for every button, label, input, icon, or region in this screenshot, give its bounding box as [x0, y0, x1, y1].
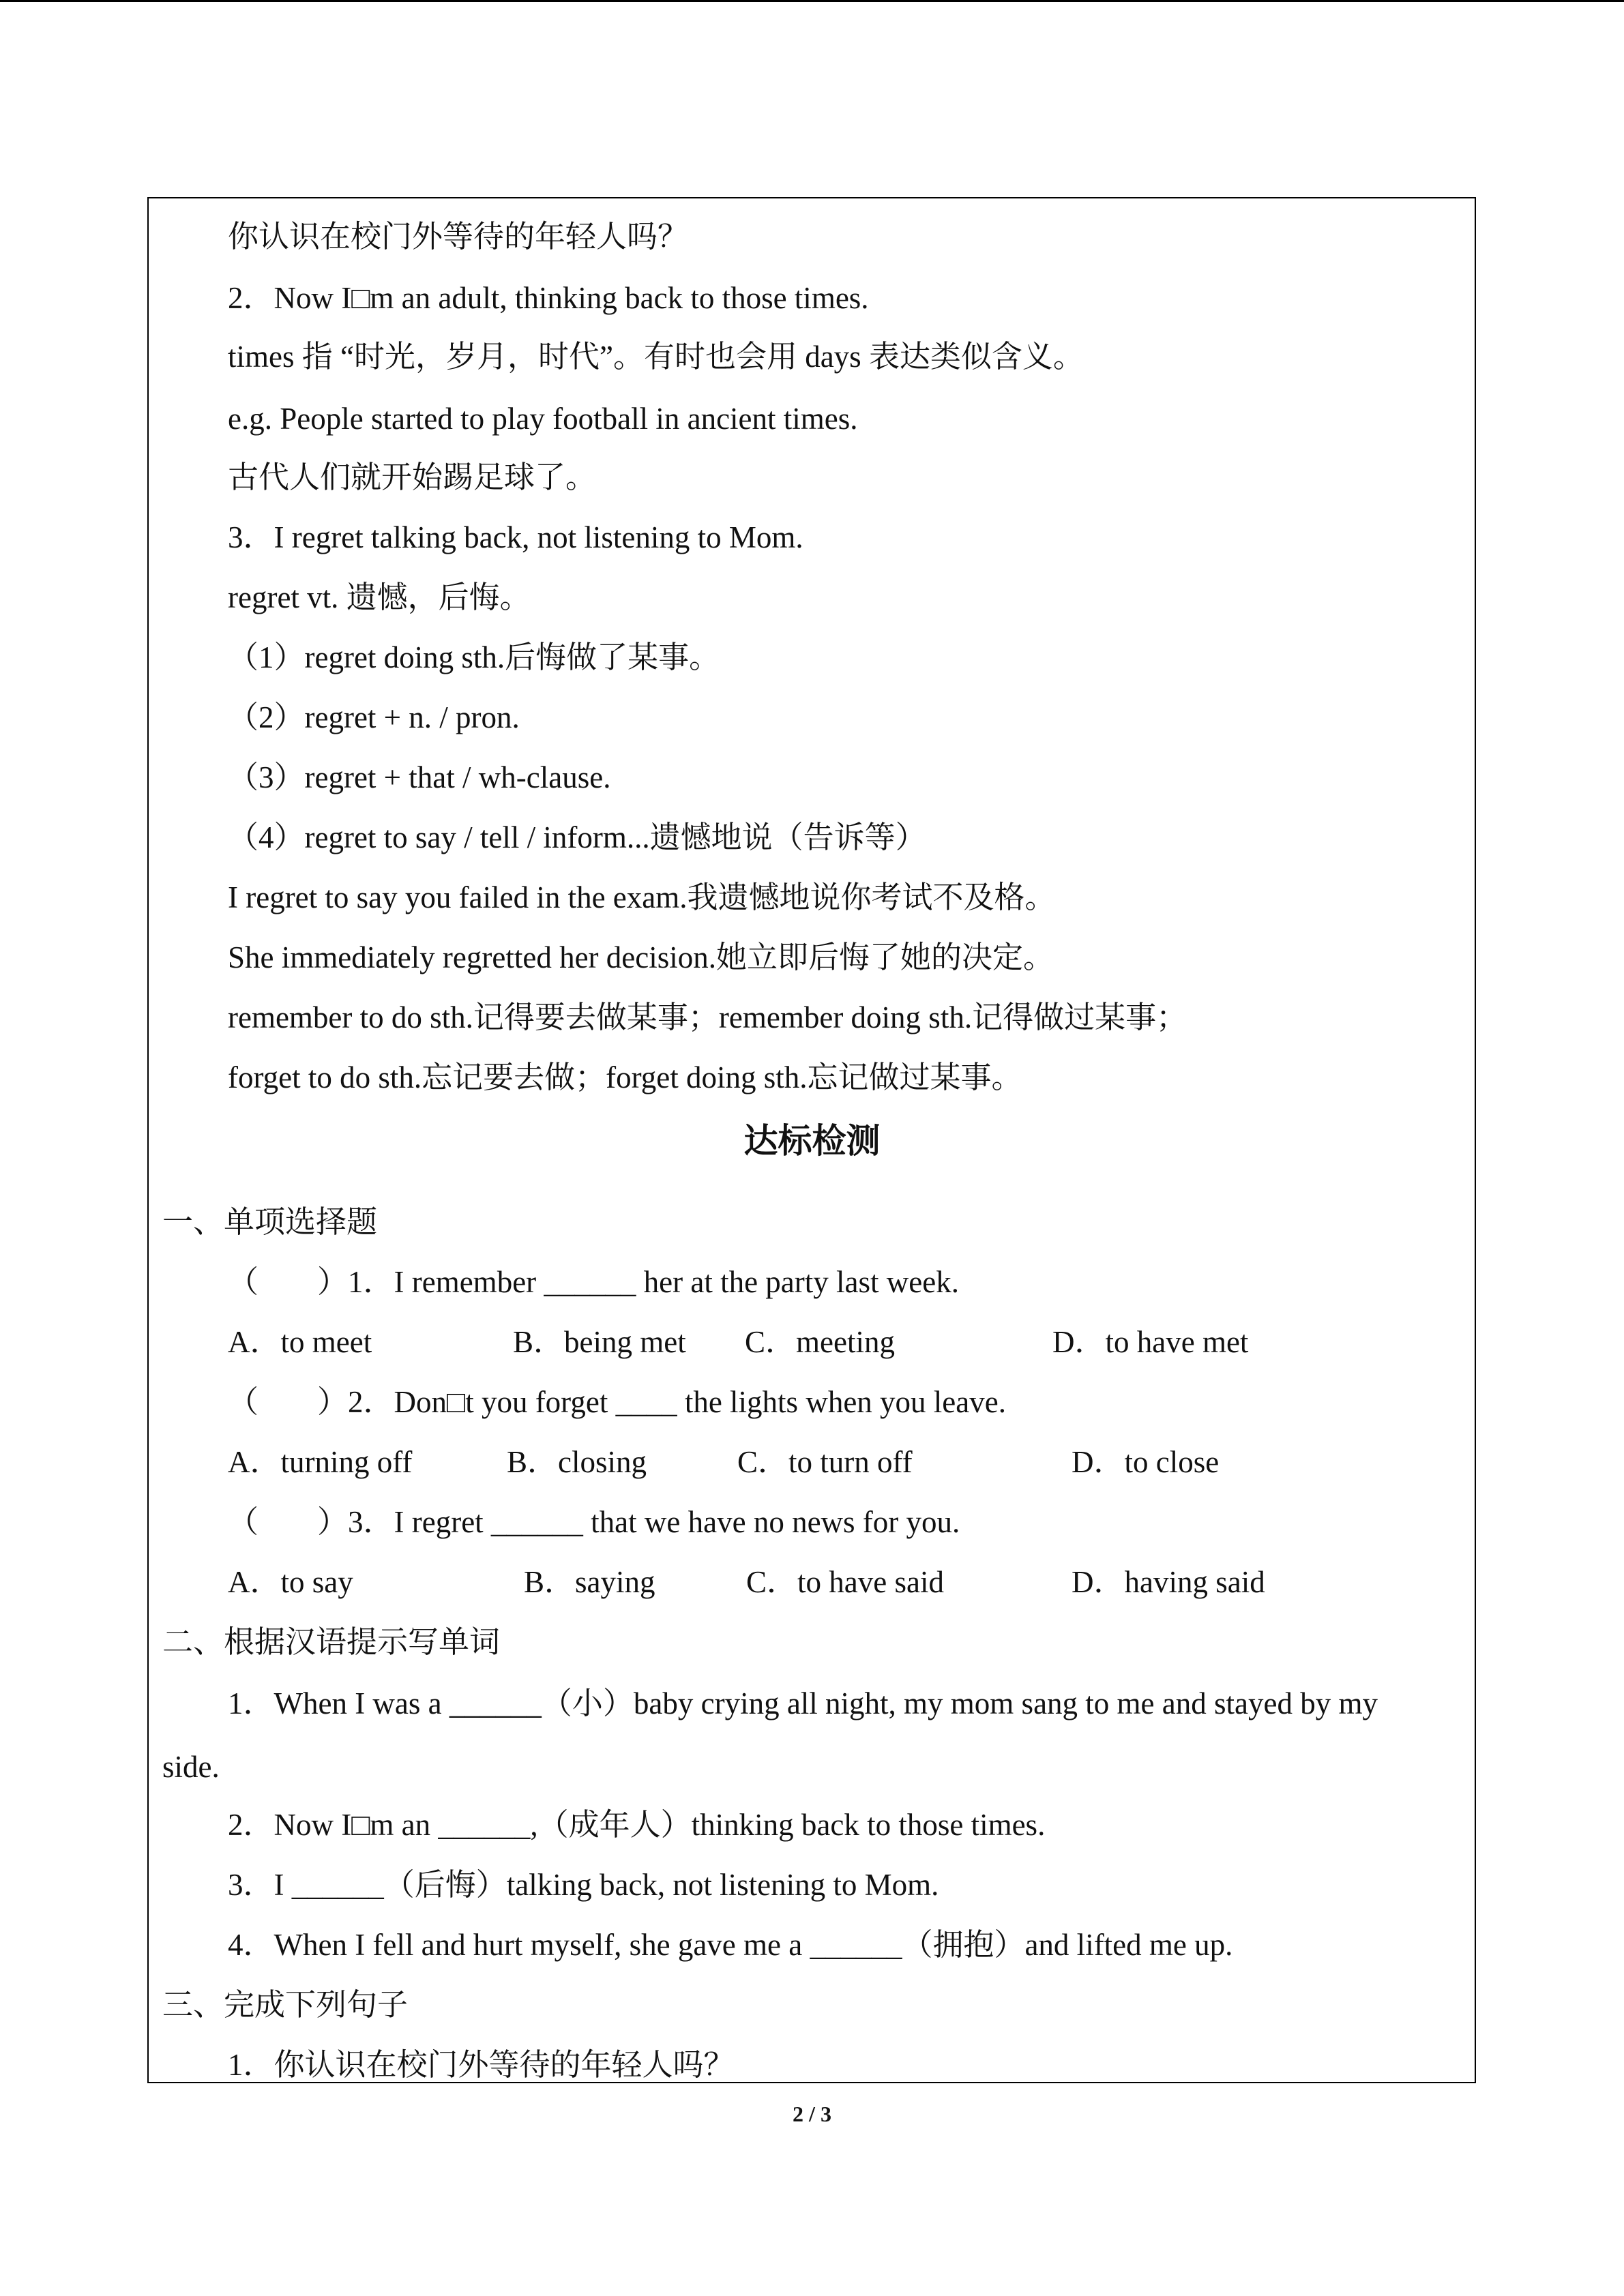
text-line: （2）regret + n. / pron. — [228, 700, 520, 734]
text-line: 你认识在校门外等待的年轻人吗？ — [228, 220, 689, 254]
option-b: B．closing — [507, 1445, 647, 1479]
option-c: C．meeting — [745, 1325, 895, 1359]
text-line: 古代人们就开始踢足球了。 — [228, 460, 597, 494]
option-a: A．turning off — [228, 1445, 413, 1479]
option-c: C．to have said — [746, 1565, 944, 1599]
part1-heading: 一、单项选择题 — [162, 1205, 378, 1239]
text-line: times 指 “时光，岁月，时代”。有时也会用 days 表达类似含义。 — [228, 340, 1084, 374]
complete-sentence-1: 1．你认识在校门外等待的年轻人吗？ — [228, 2048, 735, 2082]
fill-sentence-3: 3．I ______（后悔）talking back, not listening to Mom. — [228, 1868, 939, 1902]
text-line: She immediately regretted her decision.她立即后悔了她的决定。 — [228, 940, 1054, 974]
question-3-stem — [228, 1503, 960, 1541]
question-text: ）1．I remember ______ her at the party last week. — [317, 1265, 959, 1299]
answer-blank-paren[interactable]: （ — [228, 1505, 259, 1539]
question-1-stem — [228, 1263, 959, 1301]
option-a: A．to meet — [228, 1325, 372, 1359]
question-2-stem — [228, 1383, 1006, 1421]
text-line: regret vt. 遗憾，后悔。 — [228, 580, 531, 614]
answer-blank-paren[interactable]: （ — [228, 1265, 259, 1299]
fill-sentence-1-continued: side. — [162, 1750, 220, 1784]
text-line: remember to do sth.记得要去做某事；remember doing sth.记得做过某事； — [228, 1000, 1187, 1034]
part3-heading: 三、完成下列句子 — [162, 1988, 409, 2022]
text-line: 3．I regret talking back, not listening to Mom. — [228, 520, 803, 554]
text-line: （3）regret + that / wh-clause. — [228, 760, 611, 794]
option-b: B．saying — [524, 1565, 655, 1599]
part2-heading: 二、根据汉语提示写单词 — [162, 1625, 501, 1659]
question-text: ）3．I regret ______ that we have no news for you. — [317, 1505, 960, 1539]
option-b: B．being met — [513, 1325, 686, 1359]
text-line: （1）regret doing sth.后悔做了某事。 — [228, 640, 720, 674]
text-line: forget to do sth.忘记要去做；forget doing sth.忘记做过某事。 — [228, 1060, 1022, 1094]
option-d: D．having said — [1072, 1565, 1265, 1599]
text-line: （4）regret to say / tell / inform...遗憾地说（告诉等） — [228, 820, 926, 854]
option-d: D．to close — [1072, 1445, 1220, 1479]
fill-sentence-2: 2．Now I□m an ______,（成年人）thinking back to those times. — [228, 1808, 1046, 1842]
text-line: 2．Now I□m an adult, thinking back to those times. — [228, 281, 869, 315]
page-number: 2 / 3 — [793, 2102, 831, 2126]
option-d: D．to have met — [1052, 1325, 1249, 1359]
answer-blank-paren[interactable]: （ — [228, 1385, 259, 1419]
option-a: A．to say — [228, 1565, 353, 1599]
fill-sentence-4: 4．When I fell and hurt myself, she gave me a ______（拥抱）and lifted me up. — [228, 1928, 1233, 1962]
section-title: 达标检测 — [743, 1121, 881, 1161]
option-c: C．to turn off — [737, 1445, 913, 1479]
question-text: ）2．Don□t you forget ____ the lights when you leave. — [317, 1385, 1006, 1419]
text-line: I regret to say you failed in the exam.我遗憾地说你考试不及格。 — [228, 880, 1056, 914]
fill-sentence-1: 1．When I was a ______（小）baby crying all night, my mom sang to me and stayed by my — [228, 1686, 1378, 1720]
text-line: e.g. People started to play football in ancient times. — [228, 402, 858, 436]
top-rule — [0, 0, 1624, 2]
